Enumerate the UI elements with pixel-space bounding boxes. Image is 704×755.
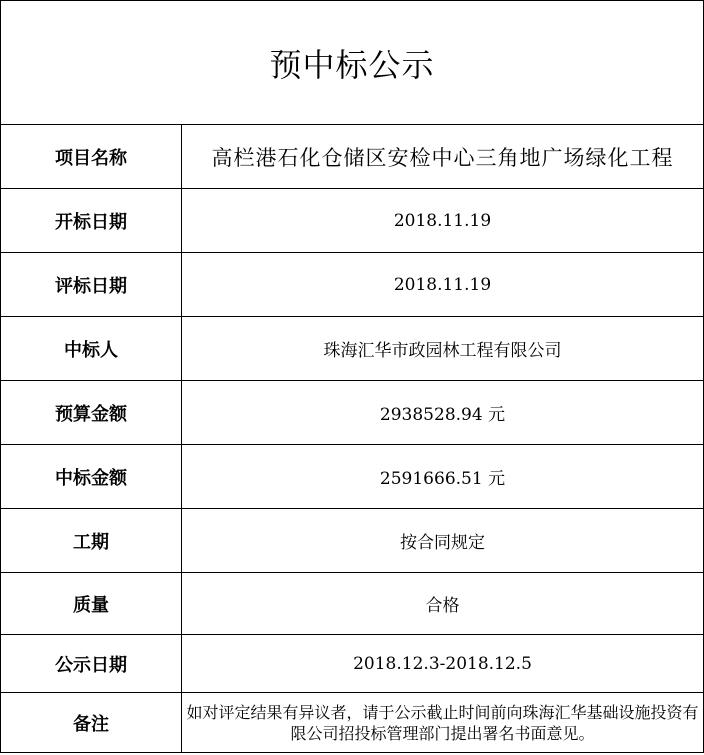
table-row-winning-bidder	[1, 317, 704, 381]
budget-amount-label: 预算金额	[1, 381, 182, 445]
budget-amount-value: 2938528.94 元	[182, 381, 704, 445]
bid-opening-date-label: 开标日期	[1, 189, 182, 253]
table-row-project-name	[1, 125, 704, 189]
quality-value: 合格	[182, 573, 704, 635]
notice-period-value: 2018.12.3-2018.12.5	[182, 635, 704, 693]
table-row-evaluation-date	[1, 253, 704, 317]
bid-opening-date-value: 2018.11.19	[182, 189, 704, 253]
table-row-remarks	[1, 693, 704, 753]
winning-amount-label: 中标金额	[1, 445, 182, 509]
table-row-notice-period	[1, 635, 704, 693]
quality-label: 质量	[1, 573, 182, 635]
table-row-budget-amount	[1, 381, 704, 445]
page-title: 预中标公示	[1, 1, 704, 125]
construction-period-label: 工期	[1, 509, 182, 573]
table-row-quality	[1, 573, 704, 635]
construction-period-value: 按合同规定	[182, 509, 704, 573]
remarks-value: 如对评定结果有异议者，请于公示截止时间前向珠海汇华基础设施投资有限公司招投标管理部门提出署名书面意见。	[182, 693, 704, 753]
winning-amount-value: 2591666.51 元	[182, 445, 704, 509]
winning-bidder-value: 珠海汇华市政园林工程有限公司	[182, 317, 704, 381]
table-row-winning-amount	[1, 445, 704, 509]
project-name-label: 项目名称	[1, 125, 182, 189]
table-row-bid-opening-date	[1, 189, 704, 253]
evaluation-date-label: 评标日期	[1, 253, 182, 317]
winning-bidder-label: 中标人	[1, 317, 182, 381]
project-name-value: 高栏港石化仓储区安检中心三角地广场绿化工程	[182, 125, 704, 189]
notice-period-label: 公示日期	[1, 635, 182, 693]
table-row-construction-period	[1, 509, 704, 573]
title-row	[1, 1, 704, 125]
remarks-label: 备注	[1, 693, 182, 753]
evaluation-date-value: 2018.11.19	[182, 253, 704, 317]
